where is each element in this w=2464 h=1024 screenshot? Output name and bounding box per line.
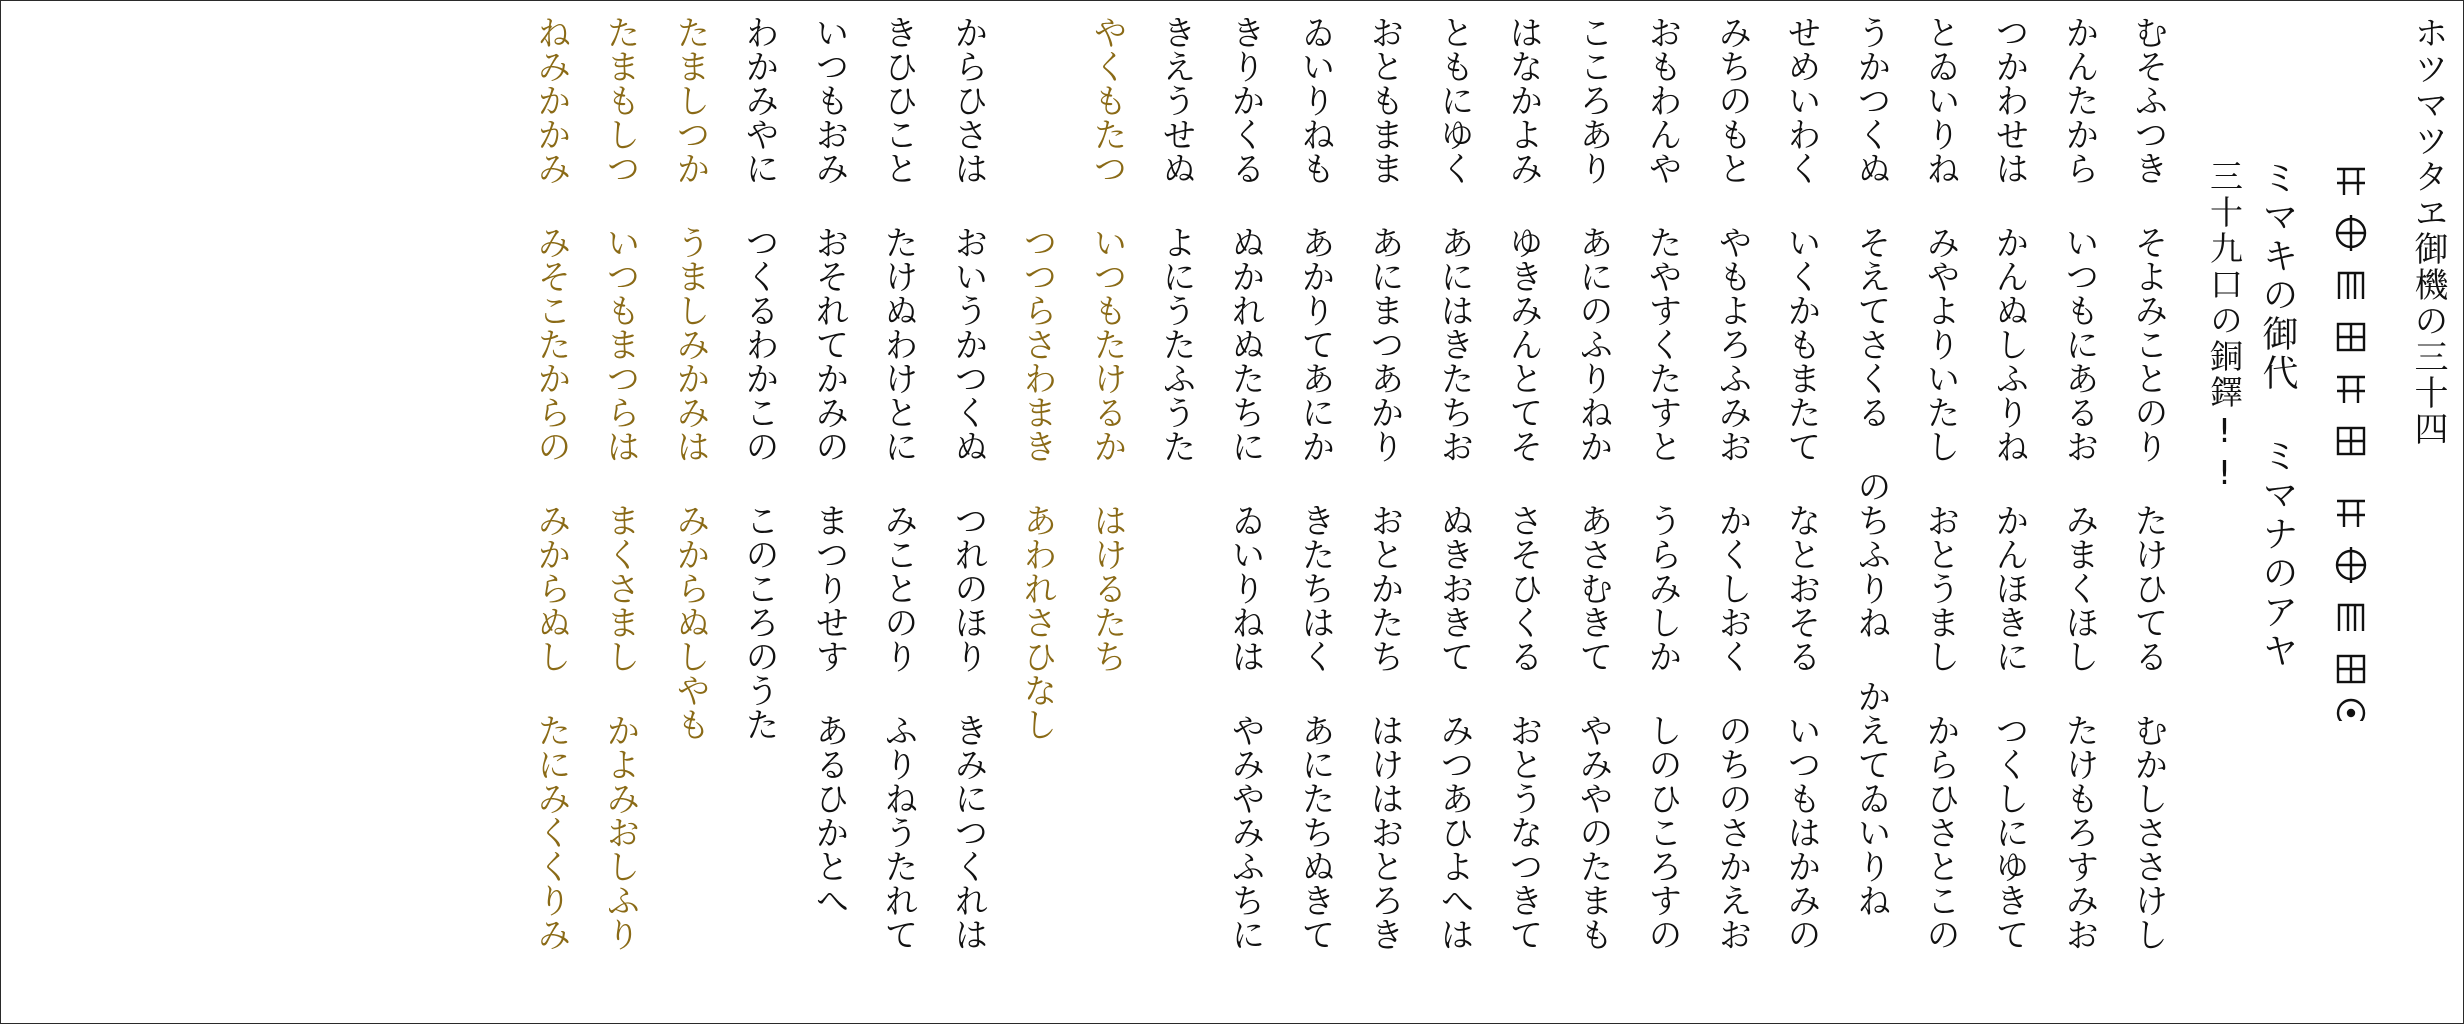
verse-column: ゐいりねも あかりてあにか きたちはく あにたちぬきて [1295,15,1335,951]
glyph-11 [2338,700,2364,721]
woshite-glyph-heading [2331,161,2371,721]
verse-column: きりかくる ぬかれぬたちに ゐいりねは やみやみふちに [1225,15,1265,951]
verse-column: うかつくぬ そえてさくる のちふりね かえてゐいりね [1851,15,1891,917]
glyph-2 [2337,215,2365,251]
verse-column: からひさは おいうかつくぬ つれのほり きみにつくれは [948,15,988,951]
verse-column: たまもしつ いつもまつらは まくさまし かよみおしふり [600,15,640,951]
glyph-4 [2338,324,2364,350]
verse-column: ねみかかみ みそこたからの みからぬし たにみくくりみ [531,15,571,951]
verse-column: たましつか うましみかみは みからぬしやも [670,15,710,741]
verse-column: ともにゆく あにはきたちお ぬきおきて みつあひよへは [1434,15,1474,951]
glyph-6 [2338,428,2364,454]
glyph-8 [2337,547,2365,583]
verse-column: せめいわく いくかもまたて なとおそる いつもはかみの [1781,15,1821,951]
verse-column: はなかよみ ゆきみんとてそ さそひくる おとうなつきて [1503,15,1543,951]
verse-column: おともまま あにまつあかり おとかたち はけはおとろき [1364,15,1404,951]
verse-column: きひひこと たけぬわけとに みことのり ふりねうたれて [878,15,918,951]
verse-column: つつらさわまき あわれさひなし [1017,15,1057,741]
chapter-title: ホツマツタヱ御機の三十四 [2408,15,2448,447]
verse-column: とゐいりね みやよりいたし おとうまし からひさとこの [1920,15,1960,951]
glyph-1 [2337,169,2365,195]
glyph-5 [2337,377,2365,403]
chapter-subtitle: ミマキの御代 ミマナのアヤ [2257,159,2298,671]
glyph-10 [2338,656,2364,682]
verse-column: かんたから いつもにあるお みまくほし たけもろすみお [2059,15,2099,951]
verse-column: こころあり あにのふりねか あさむきて やみやのたまも [1573,15,1613,951]
verse-column: つかわせは かんぬしふりね かんほきに つくしにゆきて [1989,15,2029,951]
verse-column: やくもたつ いつもたけるか はけるたち [1087,15,1127,673]
verse-column: いつもおみ おそれてかみの まつりせす あるひかとへ [809,15,849,917]
verse-column: みちのもと やもよろふみお かくしおく のちのさかえお [1712,15,1752,951]
verse-column: おもわんや たやすくたすと うらみしか しのひころすの [1642,15,1682,951]
verse-column: わかみやに つくるわかこの このころのうた [739,15,779,741]
verse-column: むそふつき そよみことのり たけひてる むかしささけし [2128,15,2168,951]
bell-note: 三十九口の銅鐸!! [2205,159,2244,495]
glyph-7 [2337,501,2365,527]
verse-column: きえうせぬ よにうたふうた [1156,15,1196,463]
woshite-glyphs-svg [2331,161,2371,721]
glyph-3 [2339,273,2363,299]
glyph-9 [2339,605,2363,631]
